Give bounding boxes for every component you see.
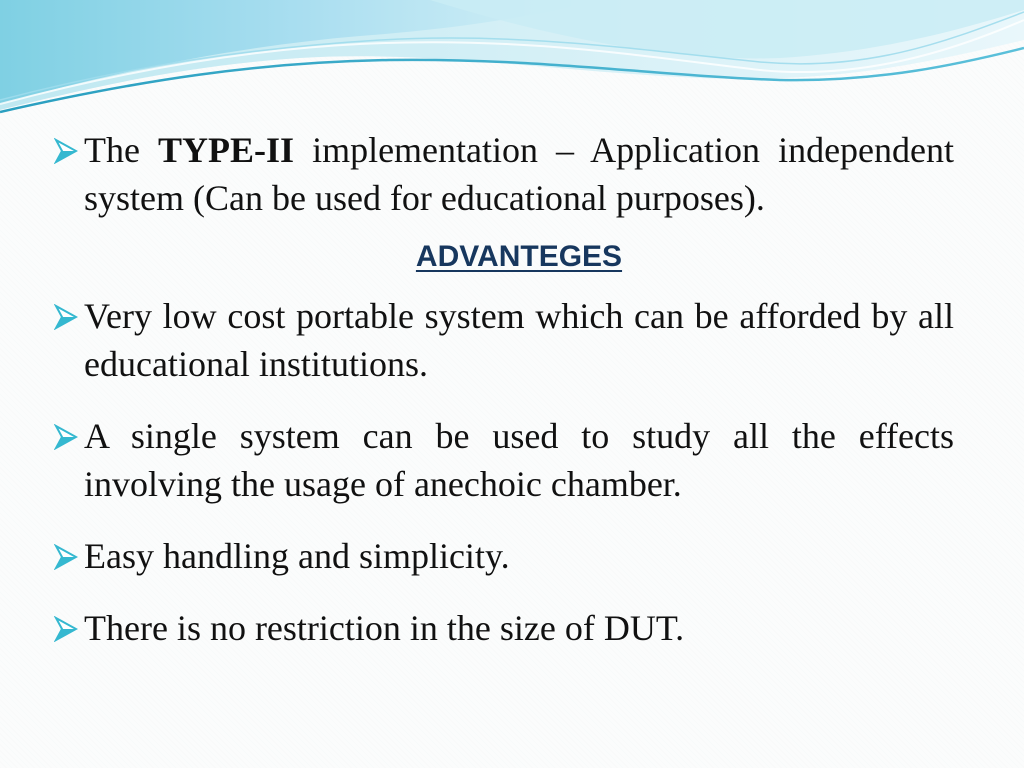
arrow-right-bullet-icon <box>54 616 78 642</box>
bullet-type-ii-bold: TYPE-II <box>158 130 295 170</box>
bullet-type-ii <box>52 126 954 222</box>
bullet-advantage-text: Very low cost portable system which can be afforded by all educational institutions. <box>84 296 954 384</box>
advantages-heading: ADVANTEGES <box>415 240 623 273</box>
bullet-advantage <box>52 412 954 508</box>
arrow-right-bullet-icon <box>54 304 78 330</box>
arrow-right-bullet-icon <box>54 544 78 570</box>
bullet-advantage <box>52 604 954 652</box>
arrow-right-bullet-icon <box>54 424 78 450</box>
wave-header-decoration <box>0 0 1024 120</box>
bullet-advantage <box>52 292 954 388</box>
bullet-advantage <box>52 532 954 580</box>
bullet-type-ii-prefix: The <box>84 130 140 170</box>
bullet-type-ii-rest: implementation – Application independent system (Can be used for educational purposes). <box>84 130 955 218</box>
bullet-advantage-text: Easy handling and simplicity. <box>84 536 510 576</box>
bullet-type-ii-text <box>84 126 954 222</box>
arrow-right-bullet-icon <box>54 138 78 164</box>
advantages-heading-wrap <box>52 240 954 274</box>
bullet-advantage-text: A single system can be used to study all the effects involving the usage of anechoic chamber. <box>84 416 954 504</box>
slide-content <box>52 126 954 652</box>
bullet-advantage-text: There is no restriction in the size of DUT. <box>84 608 685 648</box>
